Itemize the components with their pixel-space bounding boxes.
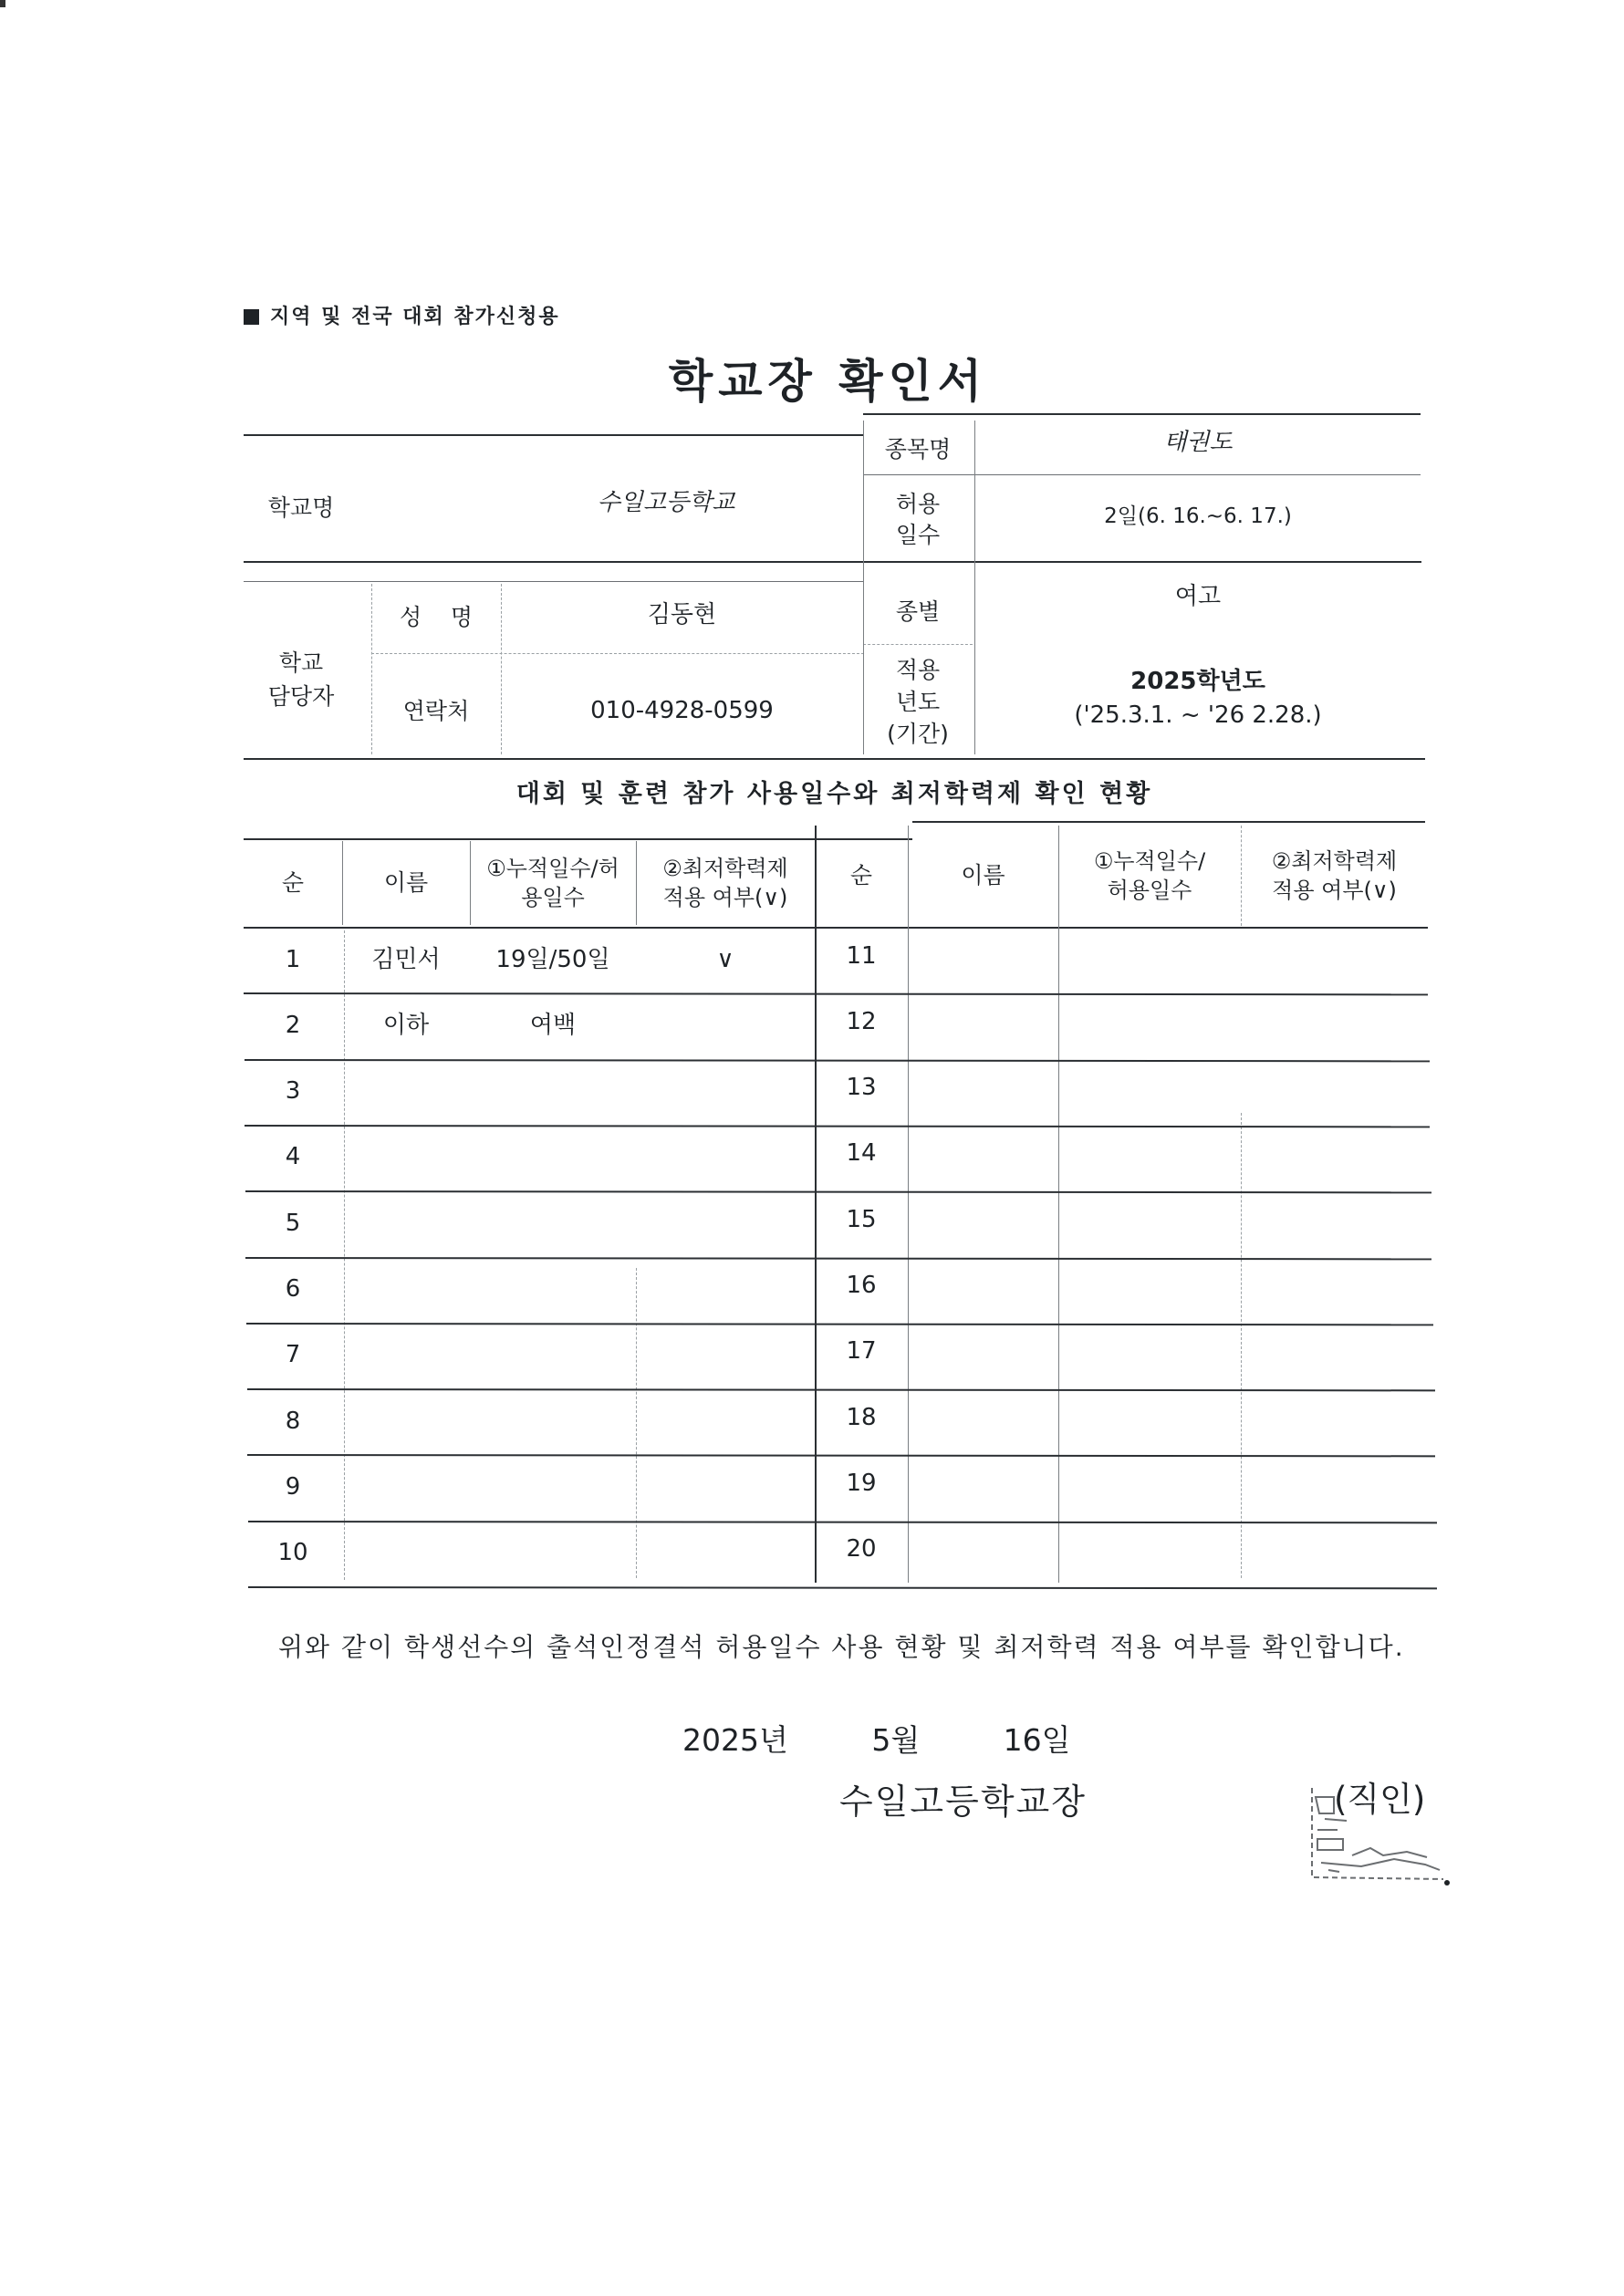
status-row-check-left: ∨ [716,945,734,973]
status-row-name-right [908,1121,1058,1187]
status-row-name-right [908,1055,1058,1121]
status-row-days-right [1058,1517,1241,1583]
status-row-name-left [342,1190,470,1256]
allowed-days-label: 허용 일수 [895,490,941,548]
status-row-check-right [1241,1187,1428,1252]
status-row-no-right: 14 [846,1139,877,1168]
seal-label: (직인) [1334,1780,1426,1819]
status-row-name-right [908,1517,1058,1583]
status-row-no-right: 12 [846,1007,877,1035]
scan-corner-mark [0,0,5,7]
status-row-check-right [1241,1055,1428,1121]
status-row-name-right [908,1253,1058,1319]
status-row-no-left: 5 [285,1209,301,1237]
status-row-days-left [470,1059,636,1125]
status-row-check-left [636,1190,815,1256]
status-row-check-right [1241,923,1428,989]
status-row-days-left: 여백 [529,1011,577,1039]
event-label: 종목명 [884,436,952,463]
status-row-days-right [1058,1055,1241,1121]
status-row-days-right [1058,1319,1241,1385]
status-row-no-right: 15 [846,1205,877,1233]
status-row-name-left: 김민서 [371,945,441,973]
status-row-no-right: 11 [846,941,877,970]
status-row-no-right: 18 [846,1403,877,1431]
school-value: 수일고등학교 [597,489,735,517]
year-value: 2025학년도 [1130,668,1265,696]
confirmation-statement: 위와 같이 학생선수의 출석인정결석 허용일수 사용 현황 및 최저학력 적용 여부를 확인합니다. [278,1632,1405,1662]
status-row-name-right [908,1450,1058,1516]
info-top-rule-left [244,434,863,436]
status-row-name-right [908,989,1058,1054]
status-row-name-left [342,1521,470,1586]
status-row-no-right: 17 [846,1337,877,1366]
status-heading: 대회 및 훈련 참가 사용일수와 최저학력제 확인 현황 [515,780,1153,808]
status-row-name-left [342,1323,470,1388]
status-row-no-left: 7 [285,1341,301,1369]
status-row-check-right [1241,1319,1428,1385]
status-row-name-left [342,1125,470,1190]
status-row-days-left: 19일/50일 [495,945,610,973]
manager-label: 학교 담당자 [267,649,335,710]
status-row-days-right [1058,923,1241,989]
issue-date: 2025년 5월 16일 [682,1722,1071,1758]
info-rule-mid2 [244,581,863,582]
info-rule-category [863,644,973,645]
info-top-rule-right [863,413,1421,415]
status-row-no-right: 16 [846,1272,877,1300]
status-row-name-left [342,1388,470,1454]
status-row-days-right [1058,1450,1241,1516]
info-rule-name-contact [371,653,864,654]
status-row-days-left [470,1521,636,1586]
status-row-no-right: 19 [846,1469,877,1497]
status-row-name-left [342,1257,470,1323]
status-row-rule [248,1586,1437,1589]
year-range: ('25.3.1. ~ '26 2.28.) [1074,701,1322,730]
name-label: 성 명 [399,604,474,631]
status-row-check-right [1241,1385,1428,1450]
status-row-check-right [1241,1517,1428,1583]
category-label: 종별 [895,598,941,626]
status-header-name-left: 이름 [383,869,429,897]
status-row-days-left [470,1454,636,1520]
school-label: 학교명 [267,494,335,522]
status-header-no-left: 순 [281,869,305,897]
status-row-days-right [1058,1187,1241,1252]
status-row-check-left [636,992,815,1058]
year-label: 적용 년도 (기간) [887,656,949,747]
status-header-days-right: ①누적일수/ 허용일수 [1093,847,1206,903]
status-row-check-right [1241,1121,1428,1187]
status-row-check-right [1241,1253,1428,1319]
event-value: 태권도 [1163,429,1233,457]
status-row-no-left: 4 [285,1143,301,1171]
status-row-name-right [908,1187,1058,1252]
status-row-check-left [636,1125,815,1190]
status-row-no-left: 6 [285,1275,301,1304]
status-header-no-right: 순 [849,862,873,889]
status-row-check-right [1241,989,1428,1054]
status-row-check-left [636,1388,815,1454]
principal-title: 수일고등학교장 [839,1782,1087,1822]
status-row-days-left [470,1388,636,1454]
info-rule-mid [244,561,1421,563]
status-row-no-left: 8 [285,1407,301,1435]
name-value: 김동현 [647,601,717,629]
status-row-check-left [636,1059,815,1125]
status-row-no-left: 2 [285,1011,301,1039]
status-header-name-right: 이름 [961,862,1005,889]
status-top-rule-left [244,838,912,840]
status-row-no-left: 10 [277,1539,308,1567]
status-row-no-left: 3 [285,1077,301,1106]
status-row-name-right [908,1385,1058,1450]
status-row-days-left [470,1257,636,1323]
status-row-check-left [636,1521,815,1586]
status-row-days-right [1058,1385,1241,1450]
status-row-check-left [636,1257,815,1323]
status-row-days-right [1058,989,1241,1054]
info-bottom-rule [244,758,1425,760]
category-value: 여고 [1174,583,1222,611]
status-row-days-left [470,1125,636,1190]
contact-label: 연락처 [402,698,470,725]
status-row-check-left [636,1323,815,1388]
status-row-name-left [342,1454,470,1520]
status-header-days-left: ①누적일수/허 용일수 [486,855,619,910]
status-header-check-left: ②최저학력제 적용 여부(∨) [662,855,788,910]
status-top-rule-right [912,821,1425,823]
square-bullet-icon [244,309,259,325]
usage-note-text: 지역 및 전국 대회 참가신청용 [270,306,560,328]
status-row-days-right [1058,1253,1241,1319]
status-header-check-right: ②최저학력제 적용 여부(∨) [1271,847,1398,903]
status-row-check-left [636,1454,815,1520]
status-row-name-right [908,1319,1058,1385]
status-row-name-left: 이하 [382,1011,430,1039]
status-row-no-left: 9 [285,1472,301,1501]
status-row-check-right [1241,1450,1428,1516]
status-row-no-right: 20 [846,1535,877,1564]
usage-note [244,301,560,329]
document-title: 학교장 확인서 [668,355,988,408]
contact-value: 010-4928-0599 [590,697,774,725]
status-row-days-left [470,1190,636,1256]
status-row-no-left: 1 [285,945,301,973]
status-row-no-right: 13 [846,1074,877,1102]
allowed-days-value: 2일(6. 16.~6. 17.) [1104,504,1292,529]
status-row-name-left [342,1059,470,1125]
status-row-name-right [908,923,1058,989]
status-row-days-right [1058,1121,1241,1187]
status-row-days-left [470,1323,636,1388]
